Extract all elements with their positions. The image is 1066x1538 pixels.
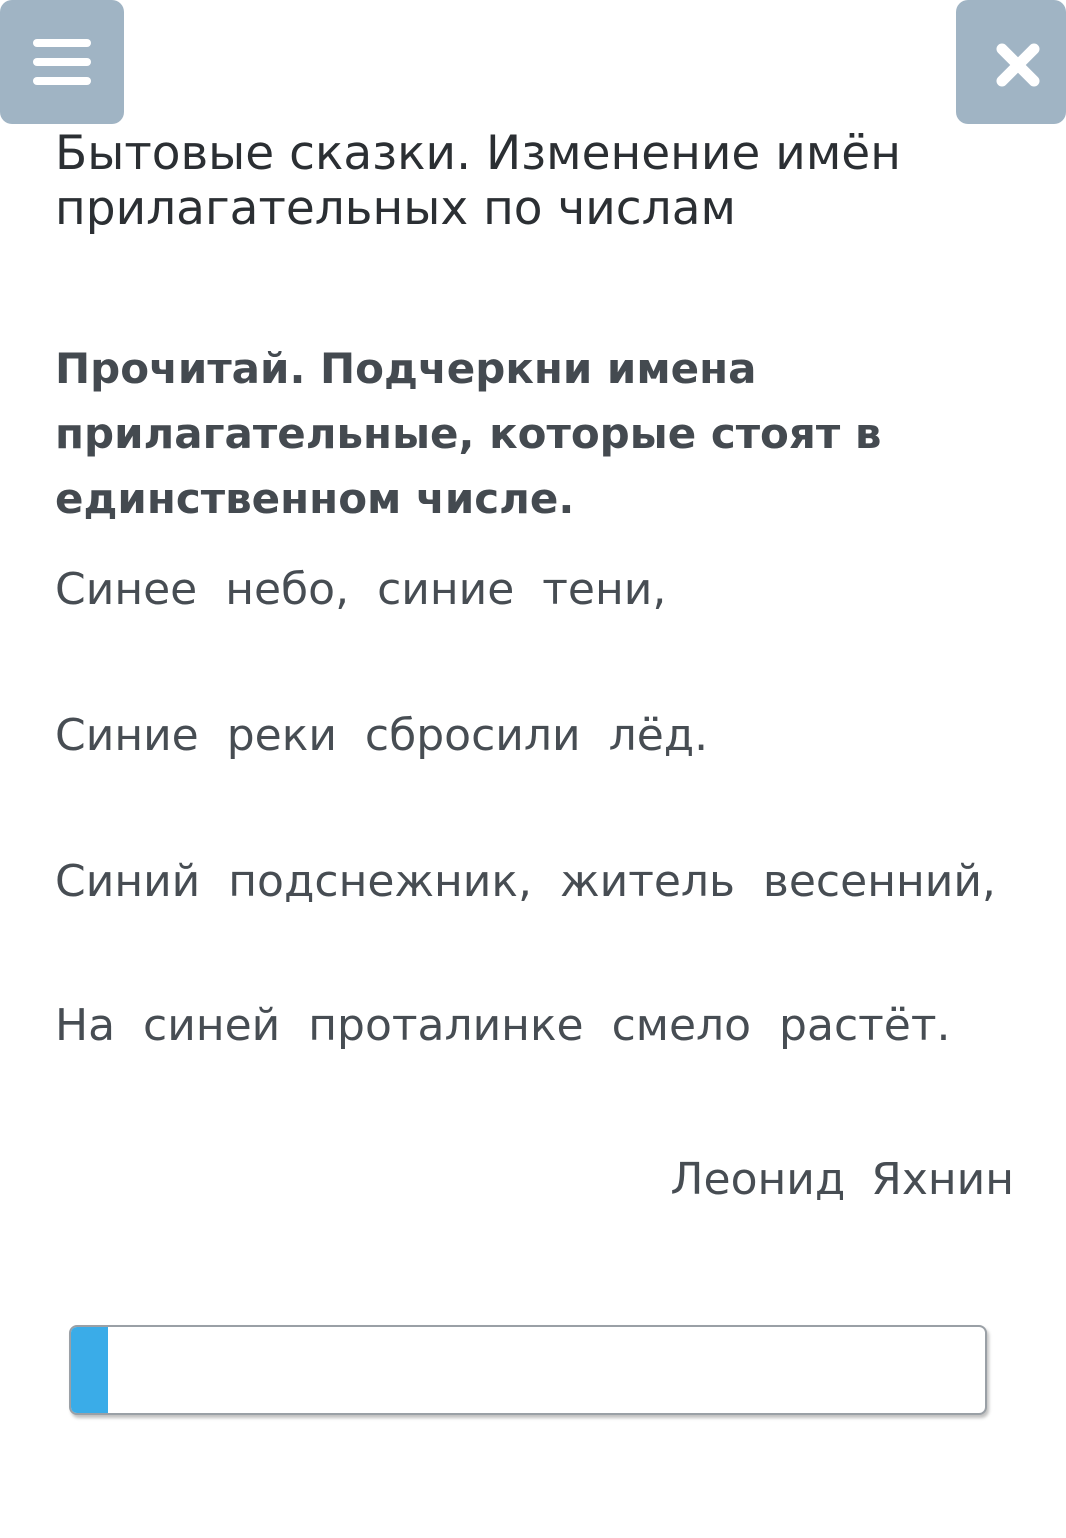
poem-line: Синие реки сбросили лёд. bbox=[55, 710, 709, 761]
poem-author: Леонид Яхнин bbox=[670, 1154, 1014, 1205]
progress-fill bbox=[71, 1327, 108, 1413]
poem-line: Синий подснежник, житель весенний, bbox=[55, 856, 996, 907]
page-title: Бытовые сказки. Изменение имён прилагательных по числам bbox=[55, 126, 901, 236]
menu-button[interactable] bbox=[0, 0, 124, 124]
task-instruction: Прочитай. Подчеркни имена прилагательные, которые стоят в единственном числе. bbox=[55, 344, 882, 523]
poem-line: На синей проталинке смело растёт. bbox=[55, 1000, 951, 1051]
hamburger-menu-icon bbox=[33, 37, 91, 87]
close-icon bbox=[995, 42, 1041, 88]
close-button[interactable] bbox=[956, 0, 1066, 124]
progress-bar bbox=[69, 1325, 987, 1415]
poem-line: Синее небо, синие тени, bbox=[55, 564, 667, 615]
